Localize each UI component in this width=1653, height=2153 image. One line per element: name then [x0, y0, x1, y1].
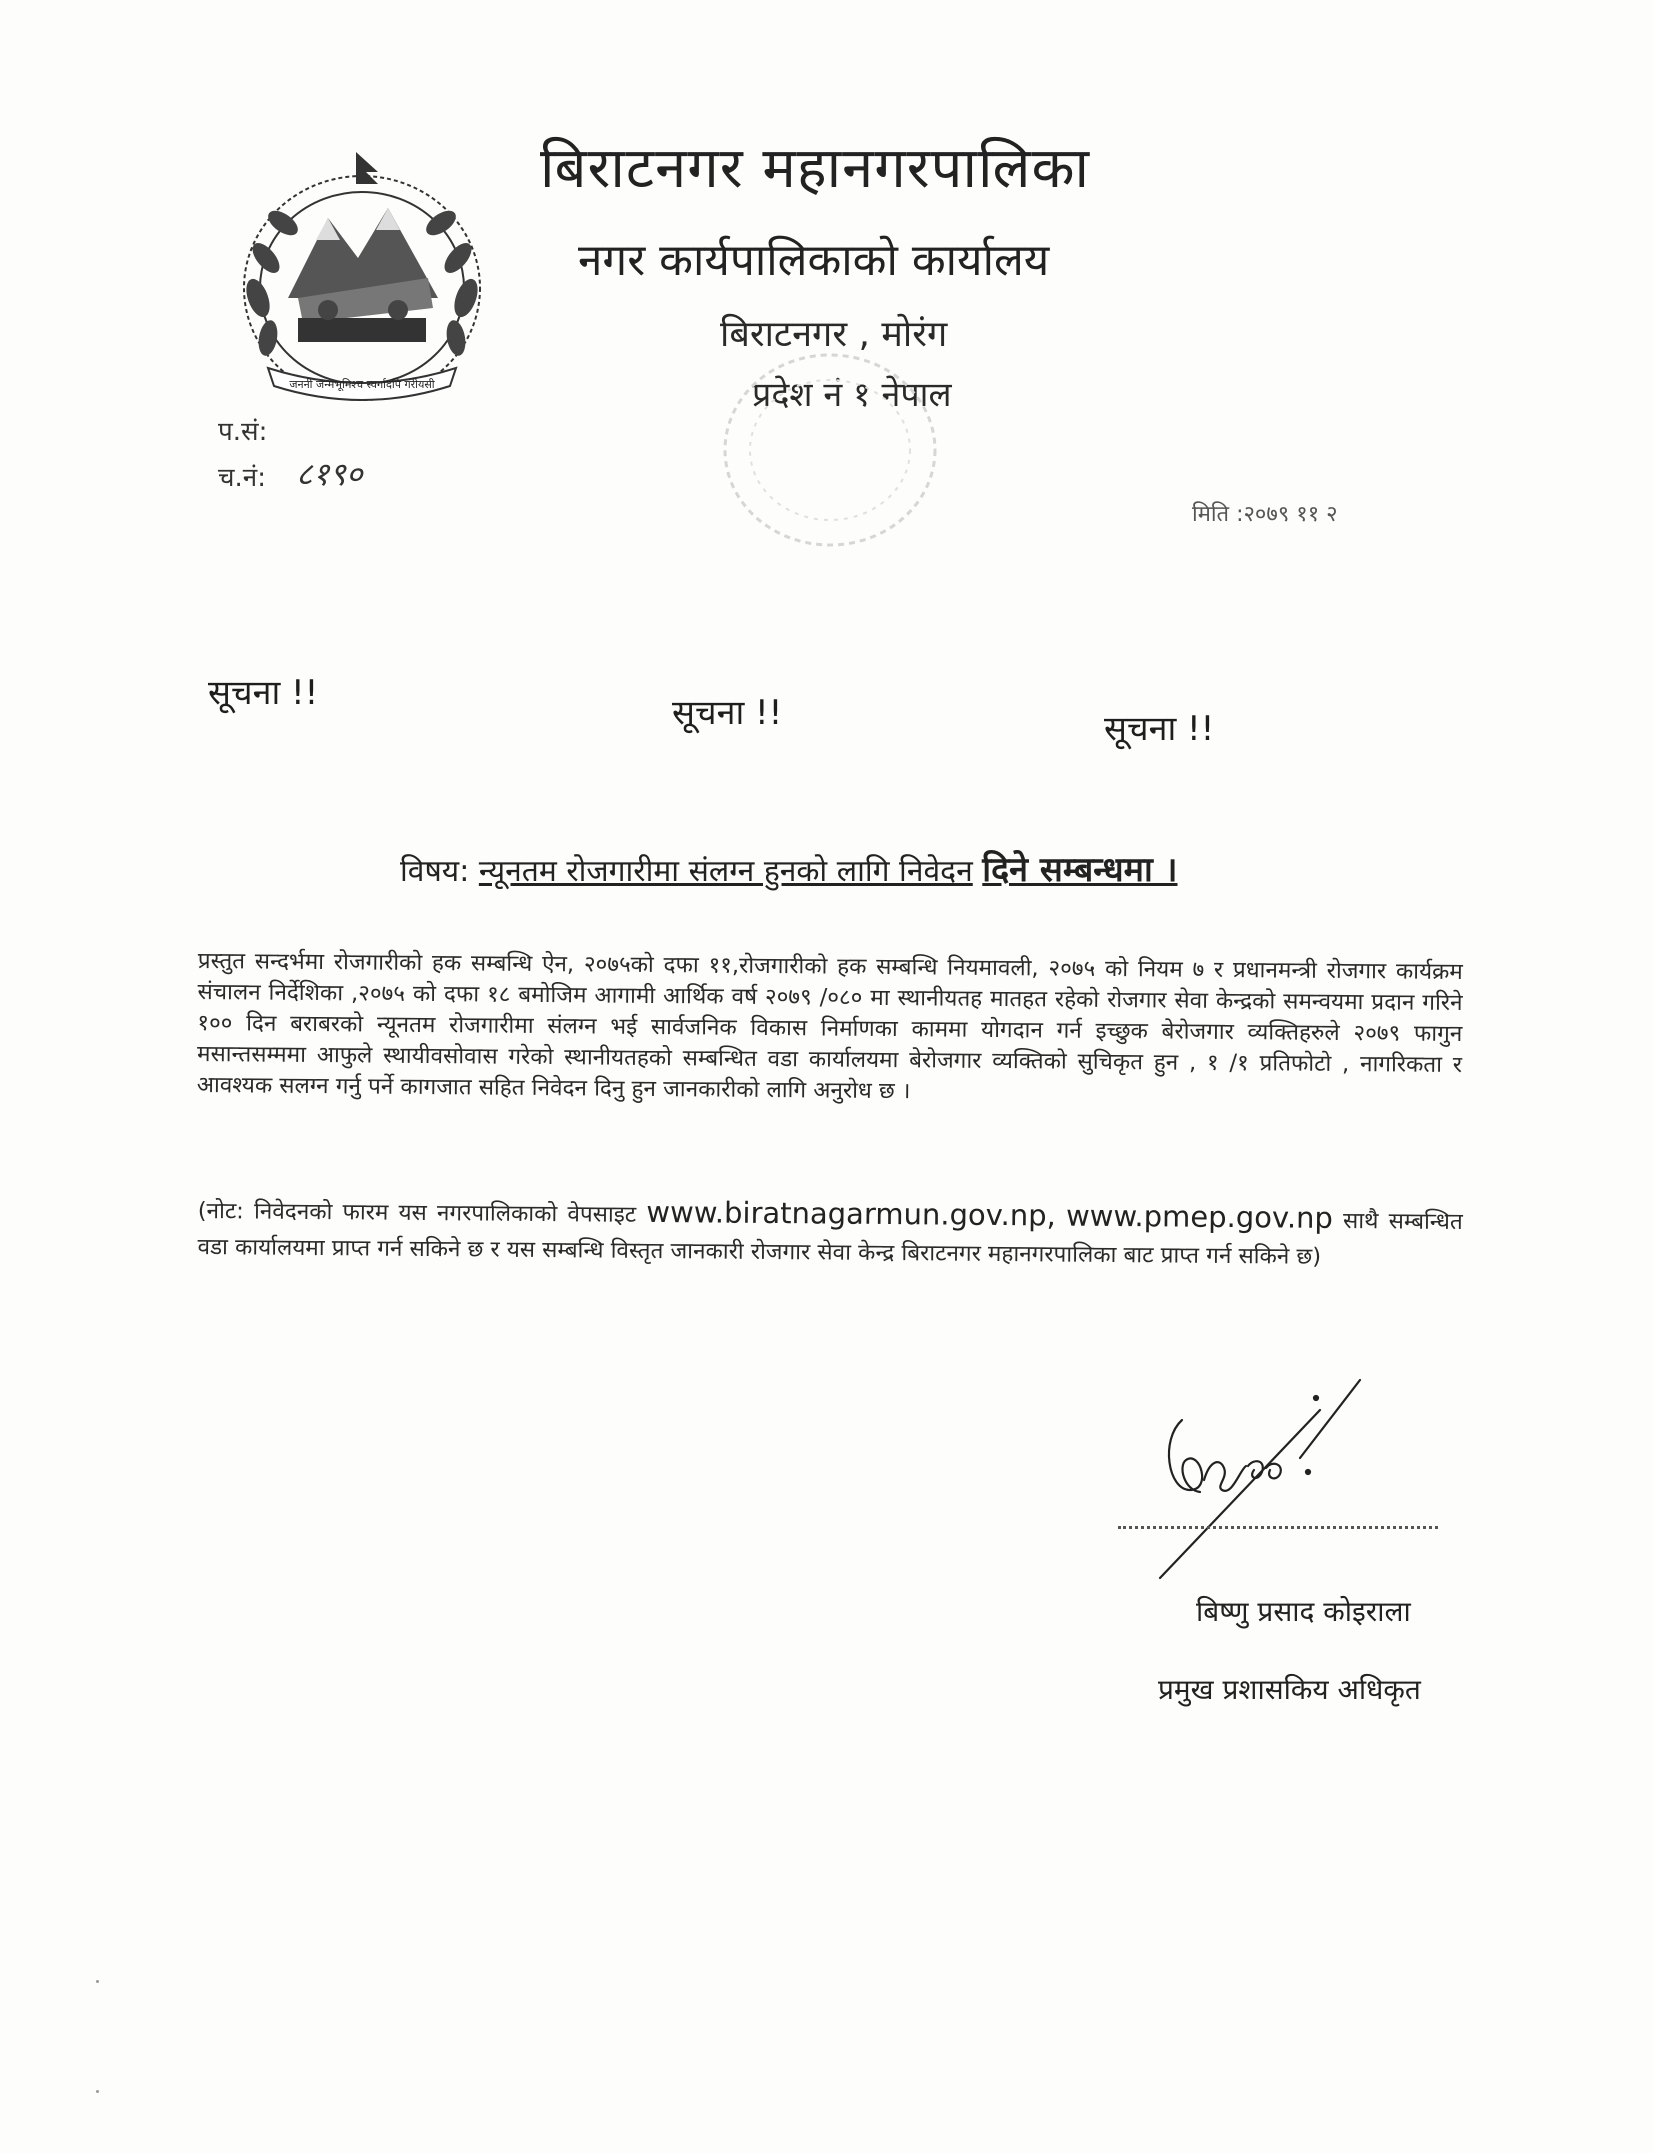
- note-suffix: साथै सम्बन्धित वडा कार्यालयमा प्राप्त गर्न सकिने छ र यस सम्बन्धि विस्तृत जानकारी रोजगार सेवा केन्द्र बिराटनगर महानगरपालिका बाट प्राप्त गर्न सकिने छ): [197, 1207, 1463, 1270]
- notice-heading-1: सूचना !!: [208, 673, 319, 713]
- signature-line: [1118, 1526, 1438, 1529]
- note-prefix: (नोट: निवेदनको फारम यस नगरपालिकाको वेपसाइट: [197, 1197, 637, 1228]
- scan-speck: [96, 2090, 99, 2093]
- office-name: नगर कार्यपालिकाको कार्यालय: [578, 235, 1050, 286]
- nepal-emblem-icon: [228, 148, 496, 418]
- dispatch-number-value: ८१९०: [296, 455, 363, 493]
- body-paragraph: प्रस्तुत सन्दर्भमा रोजगारीको हक सम्बन्धि ऐन, २०७५को दफा ११,रोजगारीको हक सम्बन्धि नियमावली, २०७५ को नियम ७ र प्रधानमन्त्री रोजगार कार्यक्रम संचालन निर्देशिका ,२०७५ को दफा १८ बमोजिम आगामी आर्थिक वर्ष २०७९ /०८० मा स्थानीयतह मातहत रहेको रोजगार सेवा केन्द्रको समन्वयमा प्रदान गरिने १०० दिन बराबरको न्यूनतम रोजगारीमा संलग्न भई सार्वजनिक विकास निर्माणका काममा योगदान गर्न इच्छुक बेरोजगार व्यक्तिहरुले २०७९ फागुन मसान्तसम्ममा आफुले स्थायीवसोवास गरेको स्थानीयतहको सम्बन्धित वडा कार्यालयमा बेरोजगार व्यक्तिको सुचिकृत हुन , १ /१ प्रतिफोटो , नागरिकता र आवश्यक सलग्न गर्नु पर्ने कागजात सहित निवेदन दिनु हुन जानकारीको लागि अनुरोध छ ।: [196, 947, 1463, 1105]
- faint-stamp-icon: [710, 340, 950, 560]
- subject-line: [400, 845, 1178, 891]
- signature-icon: [1120, 1340, 1420, 1600]
- org-name: बिराटनगर महानगरपालिका: [540, 136, 1090, 201]
- website-link-2[interactable]: www.pmep.gov.np: [1065, 1198, 1334, 1235]
- subject-text: न्यूनतम रोजगारीमा संलग्न हुनको लागि निवेदन: [478, 854, 973, 889]
- website-link-1[interactable]: www.biratnagarmun.gov.np,: [646, 1194, 1056, 1233]
- location: बिराटनगर , मोरंग: [720, 314, 948, 355]
- province: प्रदेश नं १ नेपाल: [752, 375, 952, 415]
- signatory-name: बिष्णु प्रसाद कोइराला: [1196, 1595, 1411, 1628]
- notice-heading-2: सूचना !!: [672, 693, 783, 733]
- subject-bold-text: दिने सम्बन्धमा ।: [982, 850, 1178, 890]
- scan-speck: [96, 1980, 99, 1983]
- date: मिति :२०७९ ११ २: [1192, 502, 1338, 527]
- dispatch-number-label: च.नं:: [218, 463, 266, 493]
- emblem-motto: जननी जन्मभूमिश्च स्वर्गादपि गरीयसी: [289, 378, 435, 391]
- signatory-title: प्रमुख प्रशासकिय अधिकृत: [1158, 1673, 1421, 1706]
- subject-label: विषय:: [400, 854, 470, 889]
- reference-number-label: प.सं:: [218, 417, 268, 447]
- note-paragraph: [197, 1190, 1463, 1276]
- notice-heading-3: सूचना !!: [1104, 709, 1215, 749]
